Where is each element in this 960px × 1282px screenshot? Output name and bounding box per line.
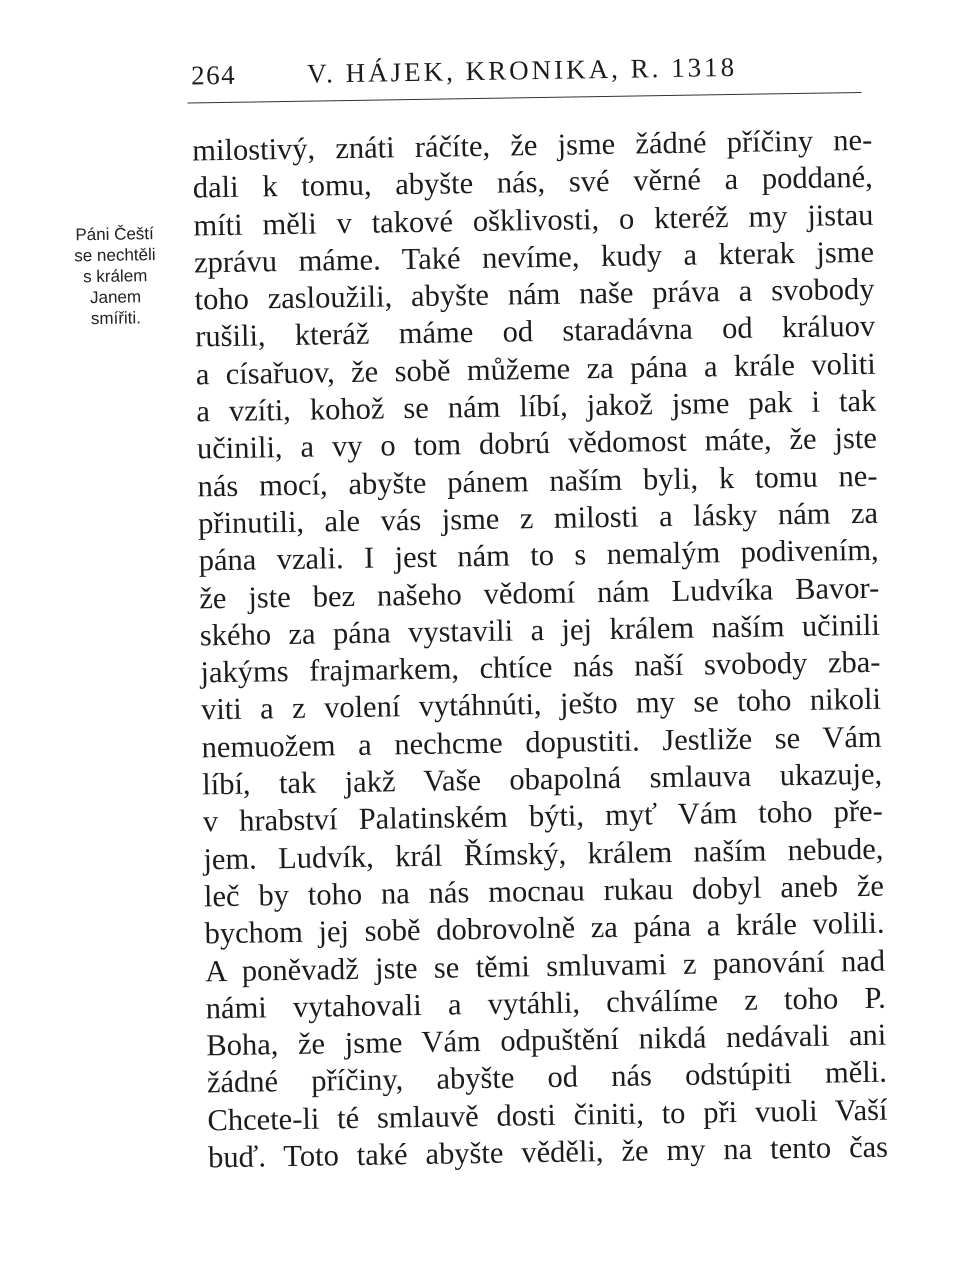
margin-note-line: s králem (82, 266, 148, 287)
margin-note-line: se nechtěli (74, 245, 156, 266)
text-line: leč by toho na nás mocnau rukau dobyl aneb že (203, 868, 885, 914)
text-line: míti měli v takové ošklivosti, o kteréž my jistau (193, 197, 874, 243)
text-line: nás mocí, abyšte pánem naším byli, k tomu ne- (197, 458, 878, 504)
text-line: jem. Ludvík, král Římský, králem naším nebude, (203, 831, 884, 877)
page-number: 264 (190, 59, 237, 91)
margin-note-line: Janem (89, 287, 142, 308)
text-line: nemuožem a nechcme dopustiti. Jestliže se Vám (201, 719, 882, 765)
text-line: Boha, že jsme Vám odpuštění nikdá nedávali ani (206, 1017, 887, 1063)
text-line: Chcete-li té smlauvě dosti činiti, to při vuoli Vaší (207, 1092, 888, 1138)
text-line: přinutili, ale vás jsme z milosti a lásky nám za (197, 495, 879, 541)
margin-note-line: smířiti. (90, 308, 142, 329)
body-text (192, 122, 888, 1177)
text-line: A poněvadž jste se těmi smluvami z panování nad (204, 943, 886, 988)
text-line: učinili, a vy o tom dobrú vědomost máte, že jste (196, 421, 878, 466)
running-head (187, 38, 868, 99)
text-line: buď. Toto také abyšte věděli, že my na tento čas (207, 1129, 889, 1175)
text-line: pána vzali. I jest nám to s nemalým podivením, (198, 532, 879, 578)
text-line: a císařuov, že sobě můžeme za pána a krále voliti (195, 346, 876, 392)
text-line: ského za pána vystavili a jej králem naším učinili (199, 607, 881, 653)
text-line: že jste bez našeho vědomí nám Ludvíka Bavor- (199, 570, 880, 615)
margin-note (49, 223, 181, 330)
text-line: a vzíti, kohož se nám líbí, jakož jsme pak i tak (196, 383, 877, 429)
text-line: rušili, kteráž máme od staradávna od králuov (194, 309, 876, 354)
margin-note-line: Páni Čeští (75, 224, 154, 245)
text-line: viti a z volení vytáhnúti, ješto my se toho nikoli (200, 682, 882, 727)
text-line: jakýms frajmarkem, chtíce nás naší svobody zba- (200, 644, 881, 690)
text-line: v hrabství Palatinském býti, myť Vám toho pře- (202, 794, 884, 839)
text-line: námi vytahovali a vytáhli, chválíme z toho P. (205, 980, 886, 1026)
running-title: V. HÁJEK, KRONIKA, R. 1318 (306, 51, 738, 89)
text-line: toho zasloužili, abyšte nám naše práva a svobody (194, 271, 875, 317)
text-line: líbí, tak jakž Vaše obapolná smlauva ukazuje, (201, 756, 883, 802)
text-line: dali k tomu, abyšte nás, své věrné a poddané, (192, 160, 874, 205)
text-line: bychom jej sobě dobrovolně za pána a krále volili. (204, 905, 885, 951)
text-line: milostivý, znáti ráčíte, že jsme žádné příčiny ne- (192, 122, 873, 168)
text-line: žádné příčiny, abyšte od nás odstúpiti měli. (206, 1055, 888, 1100)
text-line: zprávu máme. Také nevíme, kudy a kterak jsme (193, 234, 875, 280)
